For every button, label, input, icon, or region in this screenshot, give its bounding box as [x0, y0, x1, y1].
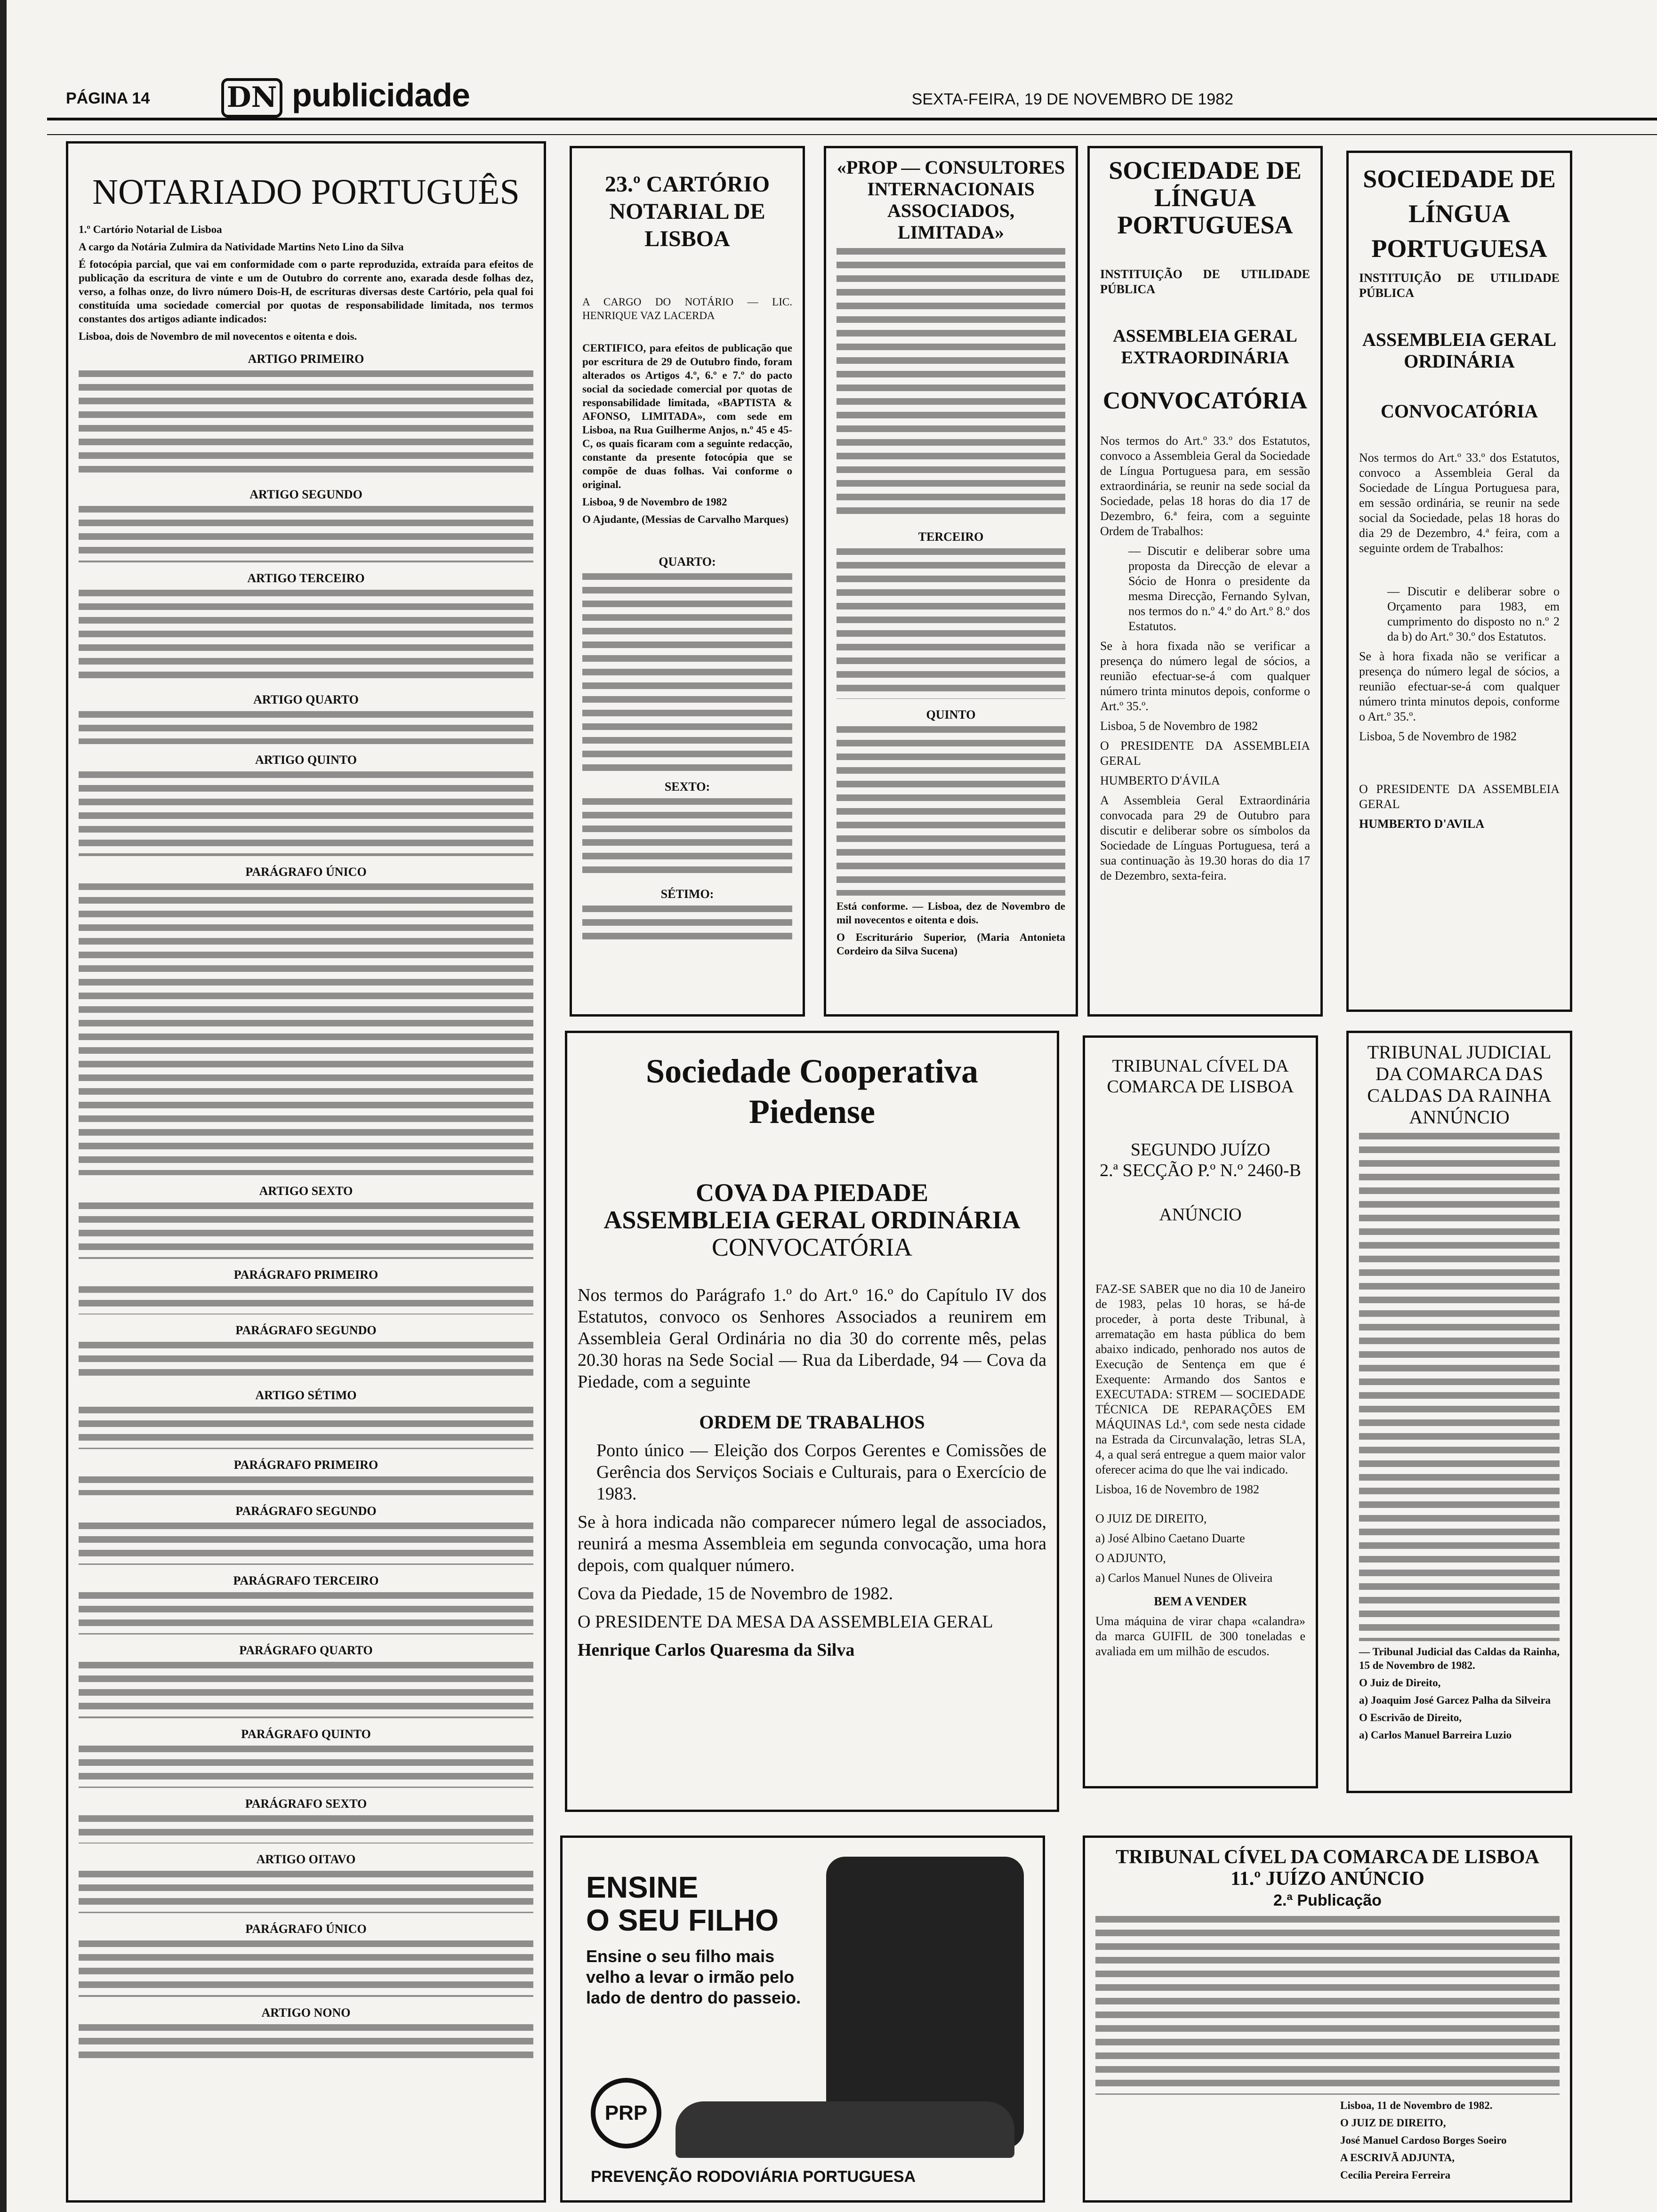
article-text: [837, 726, 1065, 896]
ad-footer: PREVENÇÃO RODOVIÁRIA PORTUGUESA: [591, 2168, 916, 2186]
ad-note: A Assembleia Geral Extraordinária convocada para 29 de Outubro para discutir e deliberar sobre os símbolos da Sociedade de Línguas Portuguesa, terá a sua continuação às 19.30 horas do dia 17 de Dezembro, sexta-feira.: [1100, 793, 1310, 882]
article-heading: ARTIGO QUINTO: [255, 753, 357, 767]
article-heading: QUARTO:: [659, 555, 716, 569]
article-text: [79, 1592, 533, 1635]
prp-logo-icon: PRP: [591, 2078, 661, 2148]
ad-title: «PROP — CONSULTORES INTERNACIONAIS ASSOCIADOS, LIMITADA»: [837, 157, 1065, 243]
header-rule-thin: [47, 134, 1657, 135]
ad-signature: O Escriturário Superior, (Maria Antonieta Cordeiro da Silva Sucena): [837, 931, 1065, 957]
article-text: [582, 798, 792, 878]
article-heading: PARÁGRAFO SEXTO: [245, 1797, 367, 1811]
article-text: [79, 1476, 533, 1495]
judge-title: O Juiz de Direito,: [1359, 1677, 1441, 1689]
ad-date: Lisboa, 16 de Novembro de 1982: [1095, 1483, 1260, 1496]
ad-date: Lisboa, 11 de Novembro de 1982.: [1340, 2100, 1493, 2111]
court-section: 11.º JUÍZO ANÚNCIO: [1231, 1868, 1424, 1890]
clerk-name: a) Carlos Manuel Barreira Luzio: [1359, 1729, 1512, 1741]
announcement-heading: ANÚNCIO: [1159, 1205, 1242, 1225]
ad-date: Lisboa, 9 de Novembro de 1982: [582, 496, 727, 508]
article-heading: PARÁGRAFO TERCEIRO: [233, 1574, 379, 1587]
judge-title: O JUIZ DE DIREITO,: [1095, 1512, 1207, 1525]
article-heading: ARTIGO NONO: [261, 2006, 351, 2020]
ad-title: Sociedade Cooperativa Piedense: [646, 1052, 978, 1130]
ad-date: — Tribunal Judicial das Caldas da Rainha, 15 de Novembro de 1982.: [1359, 1646, 1560, 1671]
article-text: [79, 2024, 533, 2062]
article-text: [79, 1407, 533, 1449]
ad-title: SOCIEDADE DE LÍNGUA PORTUGUESA: [1109, 156, 1302, 239]
article-text: [79, 1286, 533, 1314]
ad-title: TRIBUNAL CÍVEL DA COMARCA DE LISBOA: [1107, 1056, 1294, 1097]
slp-extraordinaria-ad: [1087, 146, 1323, 1017]
section-title: publicidade: [292, 77, 470, 113]
ad-body: Nos termos do Parágrafo 1.º do Art.º 16.º do Capítulo IV dos Estatutos, convoco os Senhores Associados a reunirem em Assembleia Geral Ordinária no dia 30 do corrente mês, pelas 20.30 horas na Sede Social — Rua da Liberdade, 94 — Cova da Piedade, com a seguinte: [578, 1285, 1046, 1392]
article-heading: ARTIGO SEGUNDO: [249, 488, 362, 501]
ad-title: NOTARIADO PORTUGUÊS: [92, 172, 520, 212]
article-heading: TERCEIRO: [918, 530, 984, 544]
ad-title: TRIBUNAL CÍVEL DA COMARCA DE LISBOA: [1116, 1846, 1539, 1868]
ad-subtitle: A cargo da Notária Zulmira da Natividade Martins Neto Lino da Silva: [79, 241, 404, 253]
headline-line: ENSINE: [586, 1870, 699, 1904]
president-name: HUMBERTO D'AVILA: [1359, 817, 1485, 831]
convocatoria-heading: CONVOCATÓRIA: [711, 1233, 912, 1261]
publication-number: 2.ª Publicação: [1273, 1891, 1382, 1909]
tribunal-caldas-ad: [1346, 1031, 1572, 1793]
article-heading: PARÁGRAFO SEGUNDO: [235, 1504, 377, 1518]
ad-body: Nos termos do Art.º 33.º dos Estatutos, convoco a Assembleia Geral da Sociedade de Língua Portuguesa para, em sessão extraordinária, se reunir na sede social da Sociedade, pelas 18 horas do dia 17 de Dezembro, 6.ª feira, com a seguinte Ordem de Trabalhos:: [1100, 434, 1310, 538]
president-title: O PRESIDENTE DA ASSEMBLEIA GERAL: [1359, 782, 1560, 811]
ad-date: Lisboa, 5 de Novembro de 1982: [1100, 719, 1258, 733]
issue-date: SEXTA-FEIRA, 19 DE NOVEMBRO DE 1982: [911, 90, 1233, 108]
president-name: Henrique Carlos Quaresma da Silva: [578, 1640, 855, 1660]
road-safety-ad: [560, 1835, 1045, 2203]
ad-headline: [586, 1871, 779, 1937]
ad-body: FAZ-SE SABER que no dia 10 de Janeiro de 1983, pelas 10 horas, se há-de proceder, à porta deste Tribunal, à arrematação em hasta pública do bem abaixo indicado, penhorado nos autos de Execução de Sentença em que é Exequente: Armando dos Santos e EXECUTADA: STREM — SOCIEDADE TÉCNICA DE REPARAÇÕES EM MÁQUINAS Ld.ª, com sede nesta cidade na Estrada da Circunvalação, letras SLA, 4, a qual será entregue a quem maior valor oferecer acima do que lhe vai indicado.: [1095, 1282, 1305, 1476]
assembly-type: ASSEMBLEIA GERAL ORDINÁRIA: [603, 1206, 1021, 1234]
ad-body: [1359, 1133, 1560, 1641]
article-text: [79, 711, 533, 744]
article-text: [79, 1342, 533, 1379]
president-title: O PRESIDENTE DA ASSEMBLEIA GERAL: [1100, 739, 1310, 768]
article-text: [79, 883, 533, 1175]
assembly-type: ASSEMBLEIA GERAL EXTRAORDINÁRIA: [1113, 326, 1297, 368]
ad-closing: Está conforme. — Lisboa, dez de Novembro de mil novecentos e oitenta e dois.: [837, 900, 1065, 926]
ad-intro: É fotocópia parcial, que vai em conformidade com o parte reproduzida, extraída para efeitos de publicação da escritura de vinte e um de Outubro do corrente ano, exarada desde folhas dez, verso, a folhas onze, do livro número Dois-H, de escrituras diversas deste Cartório, pela qual foi constituída uma sociedade comercial por quotas de responsabilidade limitada, nos termos constantes dos artigos adiante indicados:: [79, 258, 533, 325]
ad-quorum: Se à hora fixada não se verificar a presença do número legal de sócios, a reunião efectuar-se-á com qualquer número trinta minutos depois, conforme o Art.º 35.º.: [1100, 639, 1310, 713]
ad-body: [837, 248, 1065, 521]
ad-subtitle: 1.º Cartório Notarial de Lisboa: [79, 224, 222, 235]
ad-body: Nos termos do Art.º 33.º dos Estatutos, convoco a Assembleia Geral da Sociedade de Língua Portuguesa para, em sessão ordinária, se reunir na sede social da Sociedade, pelas 18 horas do dia 29 de Dezembro, 4.ª feira, com a seguinte ordem de Trabalhos:: [1359, 451, 1560, 555]
newspaper-logo-icon: DN: [221, 78, 282, 118]
header-rule: [47, 118, 1657, 120]
ad-title: SOCIEDADE DE LÍNGUA PORTUGUESA: [1363, 165, 1556, 263]
article-heading: PARÁGRAFO QUINTO: [241, 1727, 371, 1741]
article-text: [79, 1940, 533, 1997]
court-section: SEGUNDO JUÍZO: [1130, 1140, 1271, 1160]
headline-line: O SEU FILHO: [586, 1903, 779, 1937]
article-text: [837, 548, 1065, 699]
clerk-name: Cecília Pereira Ferreira: [1340, 2169, 1451, 2181]
article-text: [79, 1202, 533, 1259]
ad-date: Lisboa, dois de Novembro de mil novecentos e oitenta e dois.: [79, 330, 357, 342]
article-heading: SÉTIMO:: [660, 887, 714, 901]
convocatoria-heading: CONVOCATÓRIA: [1380, 401, 1538, 422]
ad-title: TRIBUNAL JUDICIAL DA COMARCA DAS CALDAS DA RAINHA: [1367, 1042, 1552, 1106]
agenda-item: Ponto único — Eleição dos Corpos Gerentes e Comissões de Gerência dos Serviços Sociais e Culturais, para o Exercício de 1983.: [596, 1441, 1046, 1504]
article-text: [79, 1746, 533, 1788]
page-header: [47, 75, 1648, 118]
article-heading: PARÁGRAFO ÚNICO: [245, 1922, 367, 1936]
ad-place: COVA DA PIEDADE: [695, 1178, 929, 1207]
judge-name: a) José Albino Caetano Duarte: [1095, 1531, 1245, 1545]
article-heading: ARTIGO OITAVO: [256, 1852, 356, 1866]
tribunal-civel-ad: [1083, 1035, 1318, 1788]
article-heading: QUINTO: [926, 708, 976, 721]
ad-body: CERTIFICO, para efeitos de publicação que por escritura de 29 de Outubro findo, foram alterados os Artigos 4.º, 6.º e 7.º do pacto social da sociedade comercial por quotas de responsabilidade limitada, «BAPTISTA & AFONSO, LIMITADA», com sede em Lisboa, na Rua Guilherme Anjos, n.º 45 e 45-C, os quais ficaram com a seguinte redacção, constante da presente fotocópia que se compõe de duas folhas. Vai conforme o original.: [582, 342, 792, 490]
article-text: [79, 506, 533, 562]
prop-ad: [824, 146, 1078, 1017]
article-text: [79, 1523, 533, 1565]
ad-body: [1095, 1916, 1560, 2095]
article-text: [582, 906, 792, 943]
illustration-car: [676, 2101, 1014, 2158]
announcement-heading: ANNÚNCIO: [1409, 1106, 1510, 1128]
agenda-heading: ORDEM DE TRABALHOS: [699, 1411, 925, 1433]
article-heading: PARÁGRAFO PRIMEIRO: [233, 1458, 378, 1472]
process-number: 2.ª SECÇÃO P.º N.º 2460-B: [1100, 1161, 1301, 1180]
article-heading: ARTIGO SÉTIMO: [255, 1388, 357, 1402]
ad-title: 23.º CARTÓRIO NOTARIAL DE LISBOA: [604, 172, 770, 251]
tribunal-11-ad: [1083, 1835, 1572, 2203]
article-text: [79, 590, 533, 684]
article-text: [79, 1662, 533, 1718]
page-number: PÁGINA 14: [66, 89, 150, 107]
scan-edge: [0, 0, 7, 2212]
article-heading: ARTIGO SEXTO: [259, 1184, 353, 1198]
agenda-item: — Discutir e deliberar sobre o Orçamento para 1983, em cumprimento do disposto no n.º 2 da b) do Art.º 30.º dos Estatutos.: [1387, 585, 1560, 643]
adjunct-name: a) Carlos Manuel Nunes de Oliveira: [1095, 1571, 1273, 1585]
ad-date: Lisboa, 5 de Novembro de 1982: [1359, 729, 1517, 743]
adjunct-title: O ADJUNTO,: [1095, 1551, 1166, 1565]
ad-date: Cova da Piedade, 15 de Novembro de 1982.: [578, 1584, 893, 1603]
sale-heading: BEM A VENDER: [1154, 1595, 1247, 1608]
judge-name: José Manuel Cardoso Borges Soeiro: [1340, 2134, 1507, 2146]
article-text: [79, 1871, 533, 1913]
ad-text: Ensine o seu filho mais velho a levar o irmão pelo lado de dentro do passeio.: [586, 1947, 801, 2007]
ad-quorum: Se à hora fixada não se verificar a presença do número legal de sócios, a reunião efectuar-se-á com qualquer número trinta minutos depois, conforme o Art.º 35.º.: [1359, 649, 1560, 723]
judge-title: O JUIZ DE DIREITO,: [1340, 2117, 1446, 2129]
slp-ordinaria-ad: [1346, 151, 1572, 1012]
clerk-title: O Escrivão de Direito,: [1359, 1712, 1462, 1723]
article-text: [79, 1815, 533, 1843]
article-heading: PARÁGRAFO QUARTO: [239, 1643, 373, 1657]
article-heading: PARÁGRAFO SEGUNDO: [235, 1323, 377, 1337]
ad-signature: O Ajudante, (Messias de Carvalho Marques): [582, 513, 788, 525]
president-name: HUMBERTO D'ÁVILA: [1100, 774, 1220, 787]
agenda-item: — Discutir e deliberar sobre uma proposta da Direcção de elevar a Sócio de Honra o presidente da mesma Direcção, Fernando Sylvan, nos termos do n.º 4.º do Art.º 8.º dos Estatutos.: [1128, 544, 1310, 633]
article-heading: ARTIGO QUARTO: [253, 693, 359, 706]
sale-item: Uma máquina de virar chapa «calandra» da marca GUIFIL de 300 toneladas e avaliada em um milhão de escudos.: [1095, 1614, 1305, 1658]
article-heading: PARÁGRAFO PRIMEIRO: [233, 1268, 378, 1282]
president-title: O PRESIDENTE DA MESA DA ASSEMBLEIA GERAL: [578, 1612, 993, 1632]
ad-subtitle: INSTITUIÇÃO DE UTILIDADE PÚBLICA: [1359, 271, 1560, 300]
convocatoria-heading: CONVOCATÓRIA: [1102, 387, 1308, 414]
article-heading: ARTIGO TERCEIRO: [247, 571, 365, 585]
article-text: [79, 370, 533, 479]
article-text: [79, 771, 533, 856]
notariado-ad: [66, 141, 546, 2203]
ad-subtitle: INSTITUIÇÃO DE UTILIDADE PÚBLICA: [1100, 267, 1310, 296]
article-text: [582, 573, 792, 771]
article-heading: ARTIGO PRIMEIRO: [248, 352, 364, 366]
article-heading: SEXTO:: [664, 780, 710, 793]
cooperativa-ad: [565, 1031, 1059, 1812]
cartorio-ad: [570, 146, 805, 1017]
ad-subtitle: A CARGO DO NOTÁRIO — LIC. HENRIQUE VAZ LACERDA: [582, 296, 792, 321]
clerk-title: A ESCRIVÃ ADJUNTA,: [1340, 2152, 1455, 2164]
judge-name: a) Joaquim José Garcez Palha da Silveira: [1359, 1694, 1551, 1706]
article-heading: PARÁGRAFO ÚNICO: [245, 865, 367, 879]
assembly-type: ASSEMBLEIA GERAL ORDINÁRIA: [1362, 329, 1557, 372]
ad-quorum: Se à hora indicada não comparecer número legal de associados, reunirá a mesma Assembleia em segunda convocação, uma hora depois, com qualquer número.: [578, 1512, 1046, 1575]
